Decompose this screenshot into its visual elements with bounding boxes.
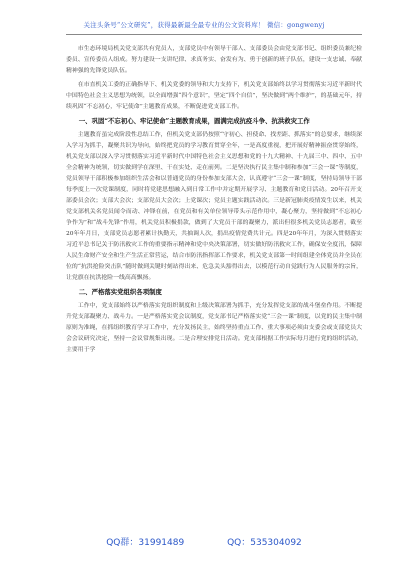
section-1-paragraph: 主题教育虽完成阶段性总结工作，但机关党支部仍按照“守初心、担使命、找差距、抓落实”的总要求，继续深入学习为抓手，凝聚共识为导向，始终把党员的学习教育贯穿全年，一是高度重视，把开展好精神振奋贯穿始终，机关党支部以深入学习贯彻落实习近平新时代中国特色社会主义思想和党的十九大精神、十九届三中、四中、五中全会精神为统领，切实做到学在深里、干在实处、走在前列。二是坚决执行民主集中制和参加“三会一课”等制度，党员领导干部积极参加组织生活会和以普通党员的身份参加支部大会，认真遵守“三会一课”制度，坚持局领导干部每季度上一次党课制度，同时将党建思想融入到日常工作中并定期开展学习、主题教育和党日活动。20年召开支部委员会次；支部大会次；支部党员大会次；上党课次；党员主题实践活动次。三是新冠肺炎疫情发生以来，机关党支部机关名党员闻令而动、冲锋在前，在党员和有关单位领导带头示范作用中，凝心聚力，坚持做到“不忘初心争作为”和“战斗先锋”作用，机关党员积极捐款，做到了大党员干部的凝聚力，派出但很多机关党员志愿者，截至20年年月日，支部党员志愿者累计执勤天，共抽调人次，捐出疫情党费共计元。四是20年年月，为深入贯彻落实习近平总书记关于防汛救灾工作的重要指示精神和党中央决策部署，切实做好防汛救灾工作，确保安全度汛，保障人民生命财产安全和生产生活正常营运，结合市防汛指挥部工作要求，机关党支部第一时间组建全体党员并全员在位的“抗洪抢险突击队”随时做到关键时刻站得出来、危急关头豁得出去，以模范行动自觉践行为人民服务的宗旨，让党旗在抗洪抢险一线高高飘扬。 (66, 132, 362, 281)
section-2-paragraph: 工作中，党支部始终以严格落实党组织制度和上级决策部署为抓手，充分发挥党支部的战斗堡垒作用。不断提升党支部凝聚力、战斗力。一是严格落实党会议制度，党支部书记严格落实党“三会一课”制度，以党的民主集中制原则为准绳，在抓组织教育学习工作中，充分发扬民主，始终坚持重点工作、重大事项必须由支委会或支部党员大会会议研究决定，坚持一会议常规集出现。二是合理安排党日活动。党支部根据工作实际每月进行党的组织活动，主要用于学 (66, 303, 362, 353)
intro-paragraph-2: 在市直机关工委的正确指导下、机关党委的领导和大力支持下，机关党支部始终以学习贯彻落实习近平新时代中国特色社会主义思想为统领，以全面增强“四个意识”，坚定“四个自信”，坚决做到“两个维护”，的基础元年，持续巩固“不忘初心，牢记使命”主题教育成果，不断促进党支部工作。 (66, 82, 362, 110)
footer-qq-contact: QQ：535304092 (227, 538, 302, 548)
page-header-banner: 关注头条号“公文研究”，获得最新最全最专业的公文资料库！ 微信：gongwenyj (83, 21, 325, 29)
section-1-heading: 一、巩固“不忘初心、牢记使命”主题教育成果，圆满完成抗疫斗争、抗洪救灾工作 (78, 117, 310, 125)
intro-paragraph-1: 市生态环境局机关党支部共有党员人，支部党员中有领导干部人、支部委员会由党支部书记、组织委员兼纪检委员、宣传委员人组成。努力建设一支讲纪律、求真务实、奋发有为、勇于创新的班子队伍，建设一支忠诚、奉献精神强的先锋党员队伍。 (66, 46, 362, 74)
document-body (66, 44, 362, 359)
header-divider (66, 34, 362, 35)
section-2-heading: 二、严格落实党组织各项制度 (78, 288, 162, 296)
footer-qq-group: QQ群：31991489 (106, 538, 185, 548)
page-footer (0, 535, 408, 548)
